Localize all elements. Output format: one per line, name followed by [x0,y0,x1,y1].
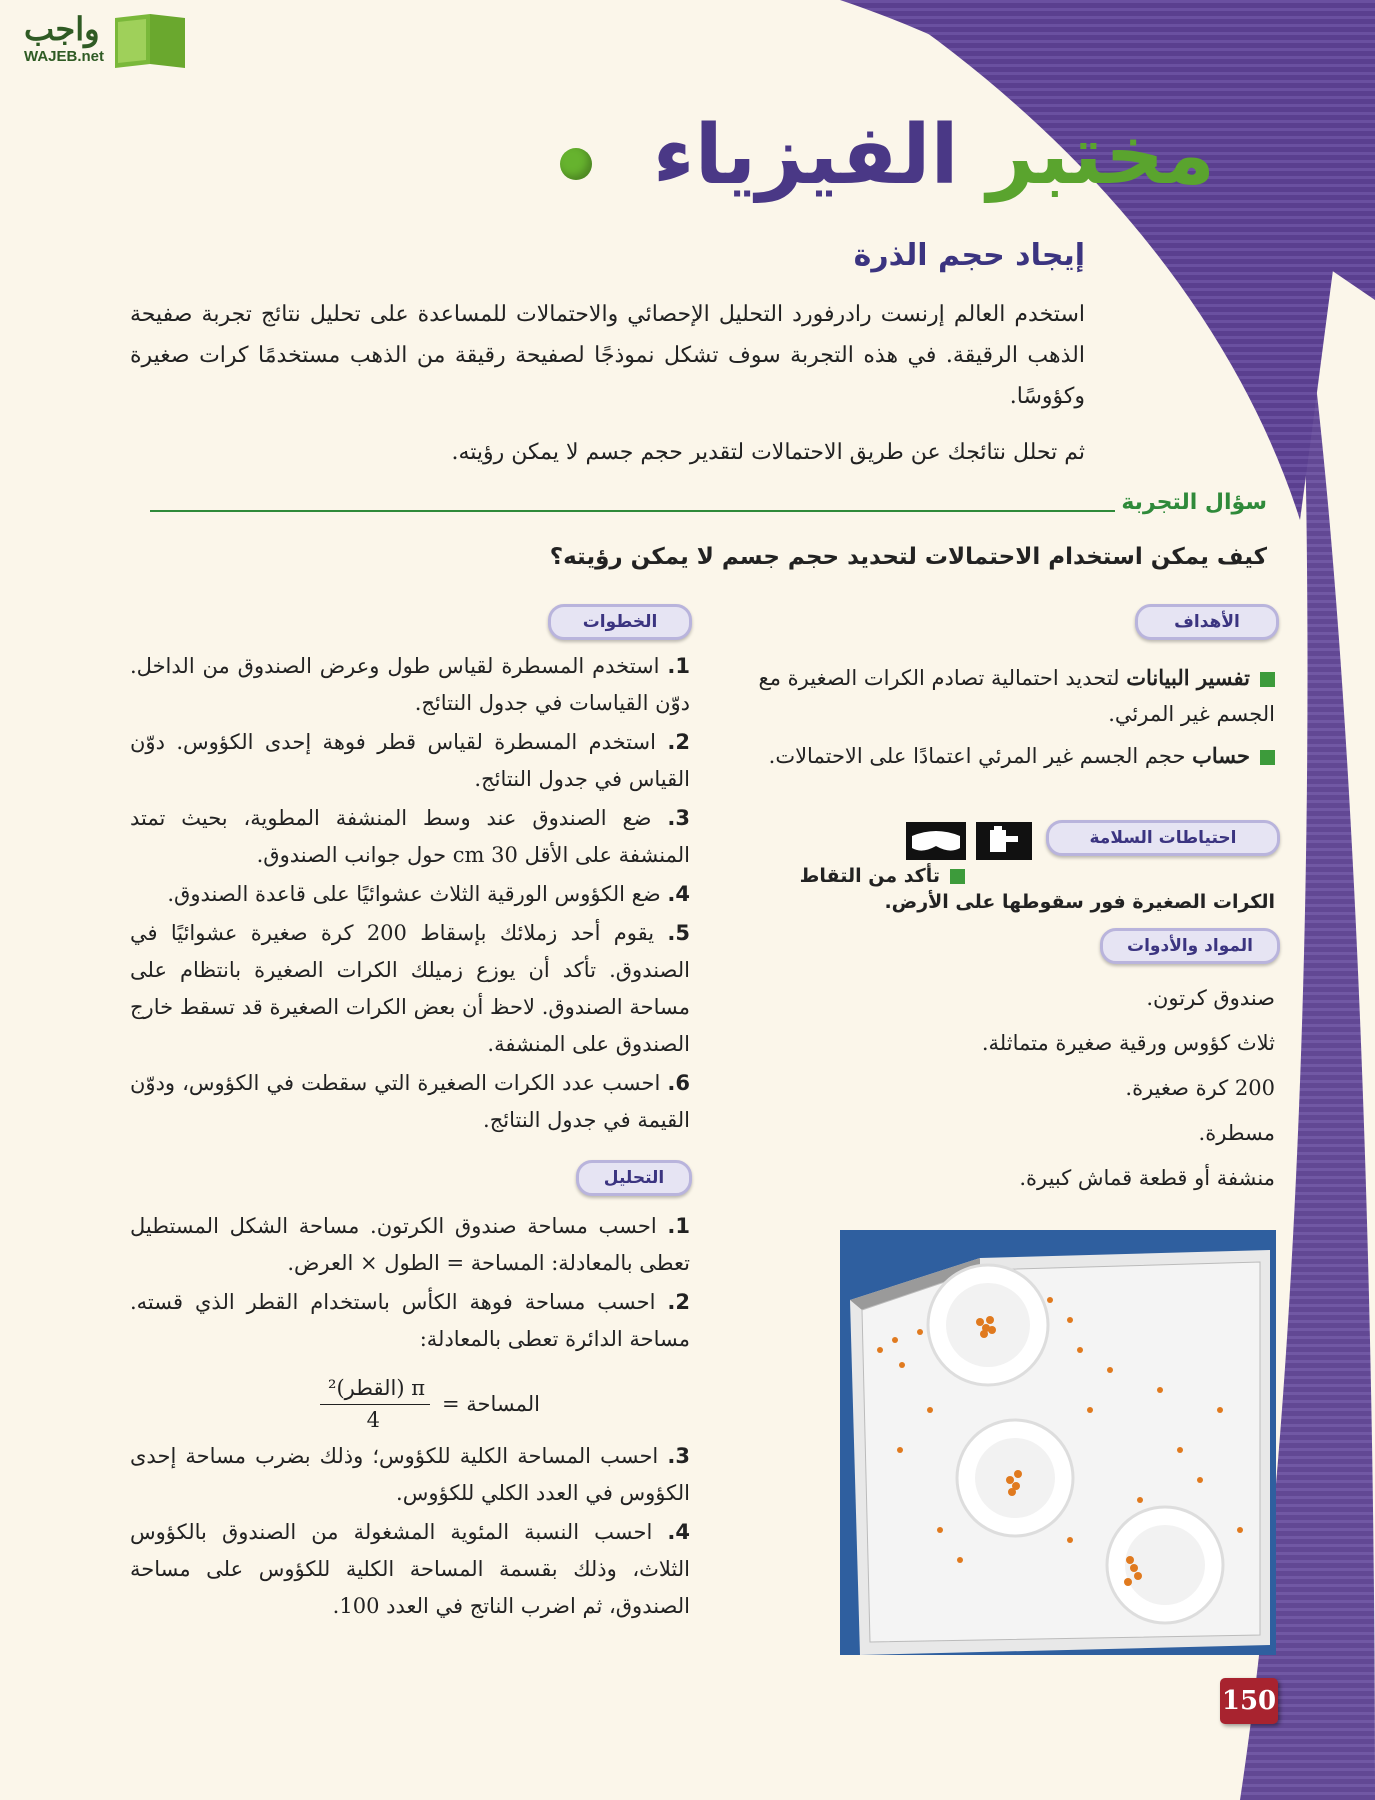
materials-label: المواد والأدوات [1100,928,1280,964]
analysis-number: 4. [667,1520,690,1544]
objective-item [715,660,1275,732]
analysis-item [130,1438,690,1512]
step-item [130,800,690,874]
step-number: 3. [667,806,690,830]
analysis-list-b [130,1438,690,1627]
step-number: 6. [667,1071,690,1095]
steps-list [130,648,690,1141]
goggles-icon [906,822,1034,860]
step-number: 2. [667,730,690,754]
step-item [130,648,690,722]
formula-numerator: π (القطر)² [328,1376,425,1400]
steps-label: الخطوات [548,604,692,640]
step-text: استخدم المسطرة لقياس طول وعرض الصندوق من الداخل. دوّن القياسات في جدول النتائج. [130,654,690,715]
objectives-label: الأهداف [1135,604,1279,640]
title-word-lab: مختبر [987,108,1215,203]
intro-paragraph-2: ثم تحلل نتائجك عن طريق الاحتمالات لتقدير حجم جسم لا يمكن رؤيته. [451,440,1085,465]
material-item: 200 كرة صغيرة. [1125,1076,1275,1100]
objective-text: حجم الجسم غير المرئي اعتمادًا على الاحتمالات. [768,744,1186,768]
objectives-list [715,660,1275,776]
circle-area-formula [300,1378,540,1438]
wajeb-logo [10,6,190,80]
bullet-icon [1260,672,1275,687]
step-item [130,724,690,798]
step-text: ضع الصندوق عند وسط المنشفة المطوية، بحيث تمتد المنشفة على الأقل 30 cm حول جوانب الصندوق. [130,806,690,867]
objective-text: لتحديد احتمالية تصادم الكرات الصغيرة مع الجسم غير المرئي. [758,666,1275,726]
objective-item [715,738,1275,774]
materials-list [982,976,1275,1201]
material-item: مسطرة. [1198,1121,1275,1145]
box-cups-illustration [840,1230,1276,1655]
material-item: منشفة أو قطعة قماش كبيرة. [1019,1166,1275,1190]
step-number: 5. [667,921,691,945]
objective-bold: حساب [1192,743,1250,768]
analysis-item [130,1514,690,1625]
analysis-text: احسب مساحة فوهة الكأس باستخدام القطر الذي قسته. مساحة الدائرة تعطى بالمعادلة: [130,1290,690,1351]
analysis-item [130,1284,690,1358]
lab-subtitle: إيجاد حجم الذرة [853,238,1085,273]
material-item: ثلاث كؤوس ورقية صغيرة متماثلة. [981,1031,1275,1055]
experiment-photo [840,1230,1276,1655]
analysis-number: 2. [667,1290,690,1314]
step-text: ضع الكؤوس الورقية الثلاث عشوائيًا على قاعدة الصندوق. [167,882,661,906]
logo-site: WAJEB.net [24,48,105,65]
analysis-label: التحليل [576,1160,692,1196]
intro-paragraph-1: استخدم العالم إرنست رادرفورد التحليل الإحصائي والاحتمالات للمساعدة على تحليل نتائج تجربة صفيحة الذهب الرقيقة. في هذه التجربة سوف تشكل نموذجًا لصفيحة رقيقة من الذهب مستخدمًا كرات صغيرة وكؤوسًا. [130,302,1085,409]
experiment-question-text: كيف يمكن استخدام الاحتمالات لتحديد حجم جسم لا يمكن رؤيته؟ [549,544,1267,570]
analysis-text: احسب المساحة الكلية للكؤوس؛ وذلك بضرب مساحة إحدى الكؤوس في العدد الكلي للكؤوس. [130,1444,690,1505]
divider-line [150,510,1115,512]
step-item [130,1065,690,1139]
analysis-number: 1. [667,1214,690,1238]
safety-note-text: الكرات الصغيرة فور سقوطها على الأرض. [884,891,1275,913]
title-word-physics: الفيزياء [652,108,959,203]
lab-title [653,108,1215,203]
analysis-text: احسب النسبة المئوية المشغولة من الصندوق بالكؤوس الثلاث، وذلك بقسمة المساحة الكلية للكؤوس على مساحة الصندوق، ثم اضرب الناتج في العدد 100. [130,1520,690,1618]
step-text: يقوم أحد زملائك بإسقاط 200 كرة صغيرة عشوائيًا في الصندوق. تأكد أن يوزع زميلك الكرات الصغيرة بانتظام على مساحة الصندوق. لاحظ أن بعض الكرات الصغيرة قد تسقط خارج الصندوق على المنشفة. [130,921,690,1056]
formula-lhs: المساحة = [441,1392,540,1416]
step-number: 4. [667,882,690,906]
material-item: صندوق كرتون. [1146,986,1275,1010]
fraction-bar [320,1404,430,1405]
step-number: 1. [667,654,690,678]
step-item [130,915,690,1063]
analysis-text: احسب مساحة صندوق الكرتون. مساحة الشكل المستطيل تعطى بالمعادلة: المساحة = الطول × العرض. [130,1214,690,1275]
analysis-list-a [130,1208,690,1360]
formula-denominator: 4 [366,1408,380,1432]
step-text: استخدم المسطرة لقياس قطر فوهة إحدى الكؤوس. دوّن القياس في جدول النتائج. [130,730,690,791]
page-number: 150 [1220,1678,1278,1724]
logo-text: واجب [24,11,100,47]
objective-bold: تفسير البيانات [1126,665,1250,690]
experiment-question-label: سؤال التجربة [1121,490,1267,515]
analysis-number: 3. [667,1444,690,1468]
safety-label: احتياطات السلامة [1046,820,1280,856]
step-item [130,876,690,913]
step-text: احسب عدد الكرات الصغيرة التي سقطت في الكؤوس، ودوّن القيمة في جدول النتائج. [130,1071,690,1132]
title-dot-icon [560,148,592,180]
safety-bold-text: تأكد من التقاط [799,865,940,887]
bullet-icon [1260,750,1275,765]
bullet-icon [950,869,965,884]
analysis-item [130,1208,690,1282]
